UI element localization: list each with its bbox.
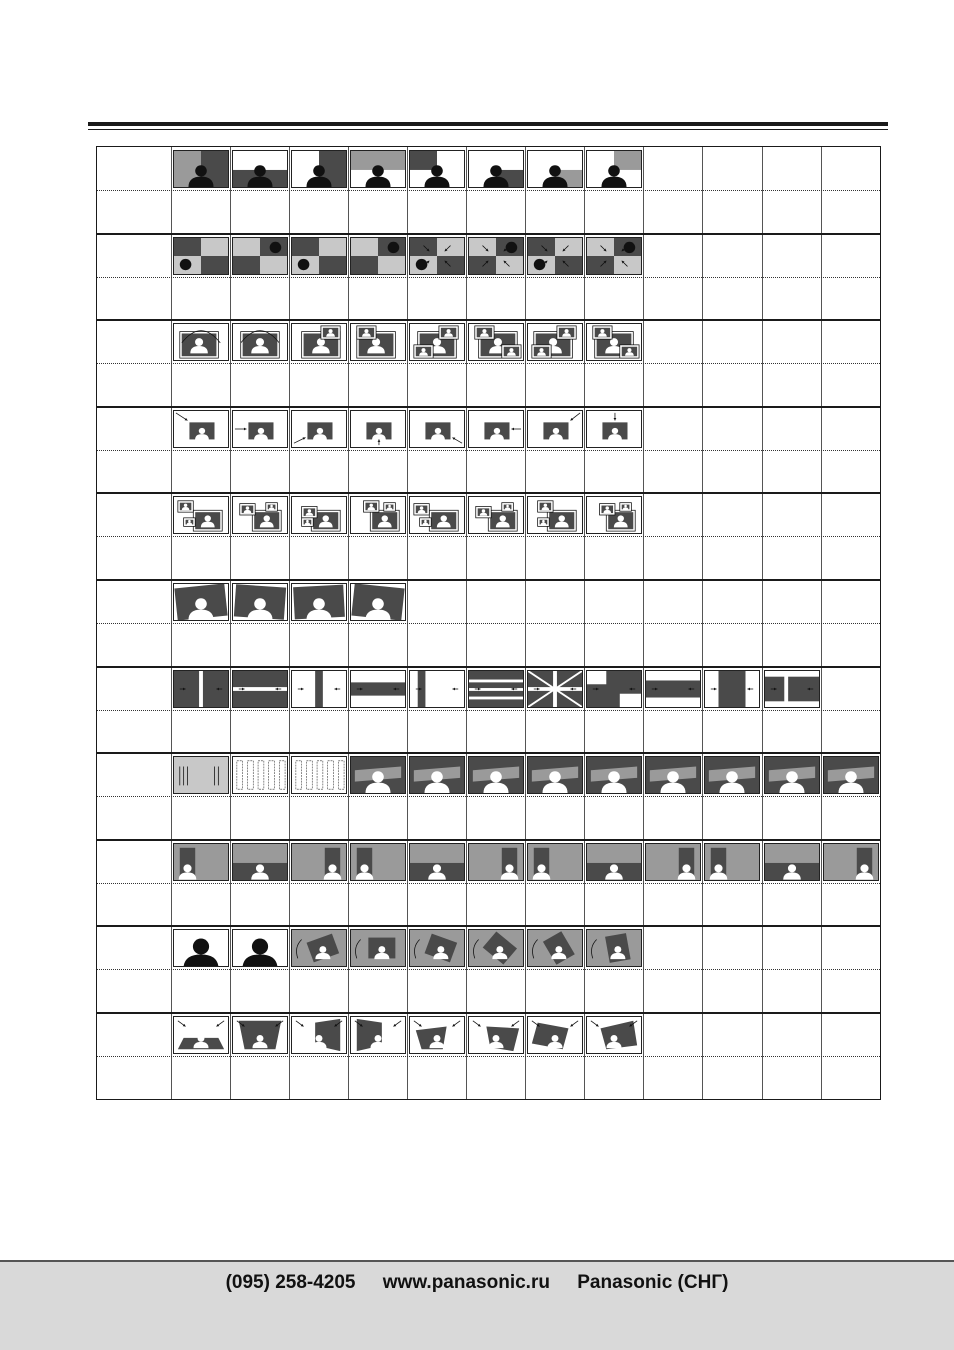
wipe-pattern-icon[interactable] xyxy=(527,150,583,188)
wipe-pattern-icon[interactable] xyxy=(350,929,406,967)
row-divider xyxy=(97,796,880,797)
wipe-pattern-icon[interactable] xyxy=(409,929,465,967)
wipe-pattern-icon[interactable] xyxy=(586,496,642,534)
wipe-pattern-icon[interactable] xyxy=(291,237,347,275)
wipe-pattern-icon[interactable] xyxy=(704,670,760,708)
wipe-pattern-icon[interactable] xyxy=(527,237,583,275)
wipe-pattern-icon[interactable] xyxy=(350,150,406,188)
row-divider xyxy=(97,536,880,537)
wipe-pattern-icon[interactable] xyxy=(232,410,288,448)
wipe-pattern-icon[interactable] xyxy=(173,929,229,967)
wipe-pattern-icon[interactable] xyxy=(173,150,229,188)
wipe-pattern-icon[interactable] xyxy=(645,843,701,881)
wipe-pattern-icon[interactable] xyxy=(409,670,465,708)
wipe-pattern-icon[interactable] xyxy=(527,670,583,708)
row-divider xyxy=(97,623,880,624)
group-divider xyxy=(97,233,880,235)
wipe-pattern-icon[interactable] xyxy=(291,929,347,967)
wipe-pattern-icon[interactable] xyxy=(586,929,642,967)
wipe-pattern-icon[interactable] xyxy=(350,1016,406,1054)
wipe-pattern-icon[interactable] xyxy=(704,756,760,794)
wipe-pattern-icon[interactable] xyxy=(468,1016,524,1054)
row-divider xyxy=(97,277,880,278)
wipe-pattern-icon[interactable] xyxy=(764,756,820,794)
wipe-pattern-icon[interactable] xyxy=(173,496,229,534)
row-divider xyxy=(97,710,880,711)
wipe-pattern-icon[interactable] xyxy=(468,843,524,881)
wipe-pattern-icon[interactable] xyxy=(409,150,465,188)
wipe-pattern-icon[interactable] xyxy=(468,410,524,448)
wipe-pattern-icon[interactable] xyxy=(468,237,524,275)
wipe-pattern-icon[interactable] xyxy=(409,1016,465,1054)
wipe-pattern-icon[interactable] xyxy=(291,410,347,448)
wipe-pattern-icon[interactable] xyxy=(409,323,465,361)
wipe-pattern-icon[interactable] xyxy=(527,323,583,361)
header-rule-thick xyxy=(88,122,888,126)
wipe-pattern-icon[interactable] xyxy=(586,1016,642,1054)
wipe-pattern-icon[interactable] xyxy=(586,756,642,794)
wipe-pattern-icon[interactable] xyxy=(173,323,229,361)
wipe-pattern-icon[interactable] xyxy=(291,583,347,621)
wipe-pattern-icon[interactable] xyxy=(232,323,288,361)
wipe-pattern-icon[interactable] xyxy=(232,583,288,621)
wipe-pattern-icon[interactable] xyxy=(527,410,583,448)
wipe-pattern-icon[interactable] xyxy=(350,237,406,275)
footer-website[interactable]: www.panasonic.ru xyxy=(382,1272,550,1293)
wipe-pattern-icon[interactable] xyxy=(468,323,524,361)
wipe-pattern-icon[interactable] xyxy=(350,756,406,794)
wipe-pattern-icon[interactable] xyxy=(173,756,229,794)
wipe-pattern-icon[interactable] xyxy=(764,843,820,881)
wipe-pattern-icon[interactable] xyxy=(232,670,288,708)
wipe-pattern-icon[interactable] xyxy=(823,843,879,881)
wipe-pattern-icon[interactable] xyxy=(586,323,642,361)
wipe-pattern-icon[interactable] xyxy=(173,670,229,708)
wipe-pattern-icon[interactable] xyxy=(586,237,642,275)
wipe-pattern-icon[interactable] xyxy=(527,756,583,794)
wipe-pattern-icon[interactable] xyxy=(232,756,288,794)
wipe-pattern-icon[interactable] xyxy=(764,670,820,708)
wipe-pattern-icon[interactable] xyxy=(232,150,288,188)
wipe-pattern-icon[interactable] xyxy=(409,756,465,794)
group-divider xyxy=(97,1012,880,1014)
wipe-pattern-icon[interactable] xyxy=(645,670,701,708)
wipe-pattern-icon[interactable] xyxy=(823,756,879,794)
group-divider xyxy=(97,406,880,408)
wipe-pattern-icon[interactable] xyxy=(291,323,347,361)
wipe-pattern-icon[interactable] xyxy=(291,150,347,188)
wipe-pattern-icon[interactable] xyxy=(645,756,701,794)
wipe-pattern-icon[interactable] xyxy=(704,843,760,881)
wipe-pattern-icon[interactable] xyxy=(468,756,524,794)
wipe-pattern-icon[interactable] xyxy=(468,496,524,534)
wipe-pattern-icon[interactable] xyxy=(291,756,347,794)
wipe-pattern-icon[interactable] xyxy=(173,410,229,448)
wipe-pattern-icon[interactable] xyxy=(173,843,229,881)
wipe-pattern-icon[interactable] xyxy=(527,929,583,967)
group-divider xyxy=(97,752,880,754)
wipe-pattern-icon[interactable] xyxy=(409,237,465,275)
wipe-pattern-icon[interactable] xyxy=(350,323,406,361)
row-divider xyxy=(97,450,880,451)
wipe-pattern-table xyxy=(96,146,881,1100)
wipe-pattern-icon[interactable] xyxy=(586,150,642,188)
row-divider xyxy=(97,969,880,970)
wipe-pattern-icon[interactable] xyxy=(291,496,347,534)
wipe-pattern-icon[interactable] xyxy=(527,843,583,881)
wipe-pattern-icon[interactable] xyxy=(232,496,288,534)
row-divider xyxy=(97,1056,880,1057)
wipe-pattern-icon[interactable] xyxy=(291,843,347,881)
footer xyxy=(0,1260,954,1350)
footer-contact xyxy=(0,1272,954,1294)
wipe-pattern-icon[interactable] xyxy=(350,583,406,621)
wipe-pattern-icon[interactable] xyxy=(350,670,406,708)
group-divider xyxy=(97,666,880,668)
wipe-pattern-icon[interactable] xyxy=(586,670,642,708)
wipe-pattern-icon[interactable] xyxy=(586,843,642,881)
wipe-pattern-icon[interactable] xyxy=(350,843,406,881)
group-divider xyxy=(97,579,880,581)
wipe-pattern-icon[interactable] xyxy=(350,410,406,448)
wipe-pattern-icon[interactable] xyxy=(468,929,524,967)
header-rule-thin xyxy=(88,129,888,130)
wipe-pattern-icon[interactable] xyxy=(468,150,524,188)
footer-phone: (095) 258-4205 xyxy=(225,1272,356,1293)
wipe-pattern-icon[interactable] xyxy=(527,496,583,534)
wipe-pattern-icon[interactable] xyxy=(291,670,347,708)
wipe-pattern-icon[interactable] xyxy=(350,496,406,534)
group-divider xyxy=(97,492,880,494)
wipe-pattern-icon[interactable] xyxy=(232,1016,288,1054)
wipe-pattern-icon[interactable] xyxy=(232,843,288,881)
row-divider xyxy=(97,363,880,364)
row-divider xyxy=(97,883,880,884)
row-divider xyxy=(97,190,880,191)
wipe-pattern-icon[interactable] xyxy=(232,237,288,275)
wipe-pattern-icon[interactable] xyxy=(291,1016,347,1054)
group-divider xyxy=(97,839,880,841)
wipe-pattern-icon[interactable] xyxy=(409,496,465,534)
footer-company: Panasonic (СНГ) xyxy=(577,1272,729,1293)
wipe-pattern-icon[interactable] xyxy=(468,670,524,708)
wipe-pattern-icon[interactable] xyxy=(173,1016,229,1054)
wipe-pattern-icon[interactable] xyxy=(173,237,229,275)
wipe-pattern-icon[interactable] xyxy=(409,843,465,881)
wipe-pattern-icon[interactable] xyxy=(586,410,642,448)
group-divider xyxy=(97,319,880,321)
wipe-pattern-icon[interactable] xyxy=(232,929,288,967)
wipe-pattern-icon[interactable] xyxy=(527,1016,583,1054)
group-divider xyxy=(97,925,880,927)
wipe-pattern-icon[interactable] xyxy=(409,410,465,448)
wipe-pattern-icon[interactable] xyxy=(173,583,229,621)
